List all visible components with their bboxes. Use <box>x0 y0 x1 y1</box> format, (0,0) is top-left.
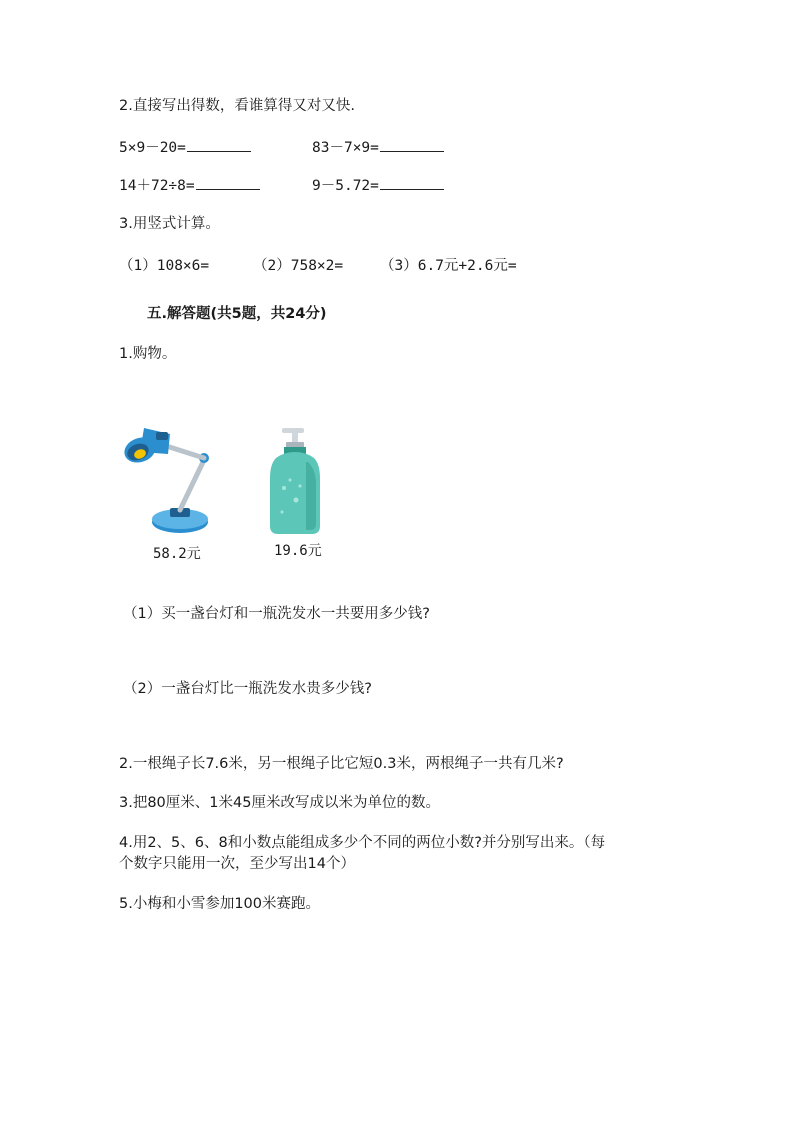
q4-line1: 4.用2、5、6、8和小数点能组成多少个不同的两位小数?并分别写出来。（每 <box>119 835 606 851</box>
q2-item-3-expr: 14＋72÷8= <box>119 178 195 194</box>
q3-convert: 3.把80厘米、1米45厘米改写成以米为单位的数。 <box>119 795 440 811</box>
q3-title: 3.用竖式计算。 <box>119 216 220 232</box>
q2-item-4-expr: 9－5.72= <box>312 178 379 194</box>
q1-title: 1.购物。 <box>119 346 177 362</box>
q2-rope: 2.一根绳子长7.6米，另一根绳子比它短0.3米，两根绳子一共有几米? <box>119 756 564 772</box>
q5-race: 5.小梅和小雪参加100米赛跑。 <box>119 896 321 912</box>
q2-item-2 <box>312 137 444 158</box>
q2-item-4 <box>312 175 444 196</box>
section-heading: 五.解答题(共5题，共24分) <box>147 306 327 322</box>
q3-item-1: （1）108×6= <box>119 258 210 274</box>
lamp-price: 58.2元 <box>153 546 201 562</box>
q1-sub2: （2）一盏台灯比一瓶洗发水贵多少钱? <box>123 681 372 697</box>
answer-blank[interactable] <box>187 137 251 152</box>
shampoo-bottle-icon <box>266 428 328 538</box>
q2-title: 2.直接写出得数，看谁算得又对又快. <box>119 98 355 114</box>
q2-item-1 <box>119 137 251 158</box>
q4-line2: 个数字只能用一次，至少写出14个） <box>119 856 355 872</box>
answer-blank[interactable] <box>380 137 444 152</box>
q2-item-3 <box>119 175 260 196</box>
q3-item-2: （2）758×2= <box>253 258 344 274</box>
q1-sub1: （1）买一盏台灯和一瓶洗发水一共要用多少钱? <box>123 606 430 622</box>
answer-blank[interactable] <box>196 175 260 190</box>
answer-blank[interactable] <box>380 175 444 190</box>
q2-item-2-expr: 83－7×9= <box>312 140 379 156</box>
q2-item-1-expr: 5×9－20= <box>119 140 186 156</box>
desk-lamp-icon <box>118 418 218 540</box>
q3-item-3: （3）6.7元+2.6元= <box>380 258 517 274</box>
shampoo-price: 19.6元 <box>274 543 322 559</box>
